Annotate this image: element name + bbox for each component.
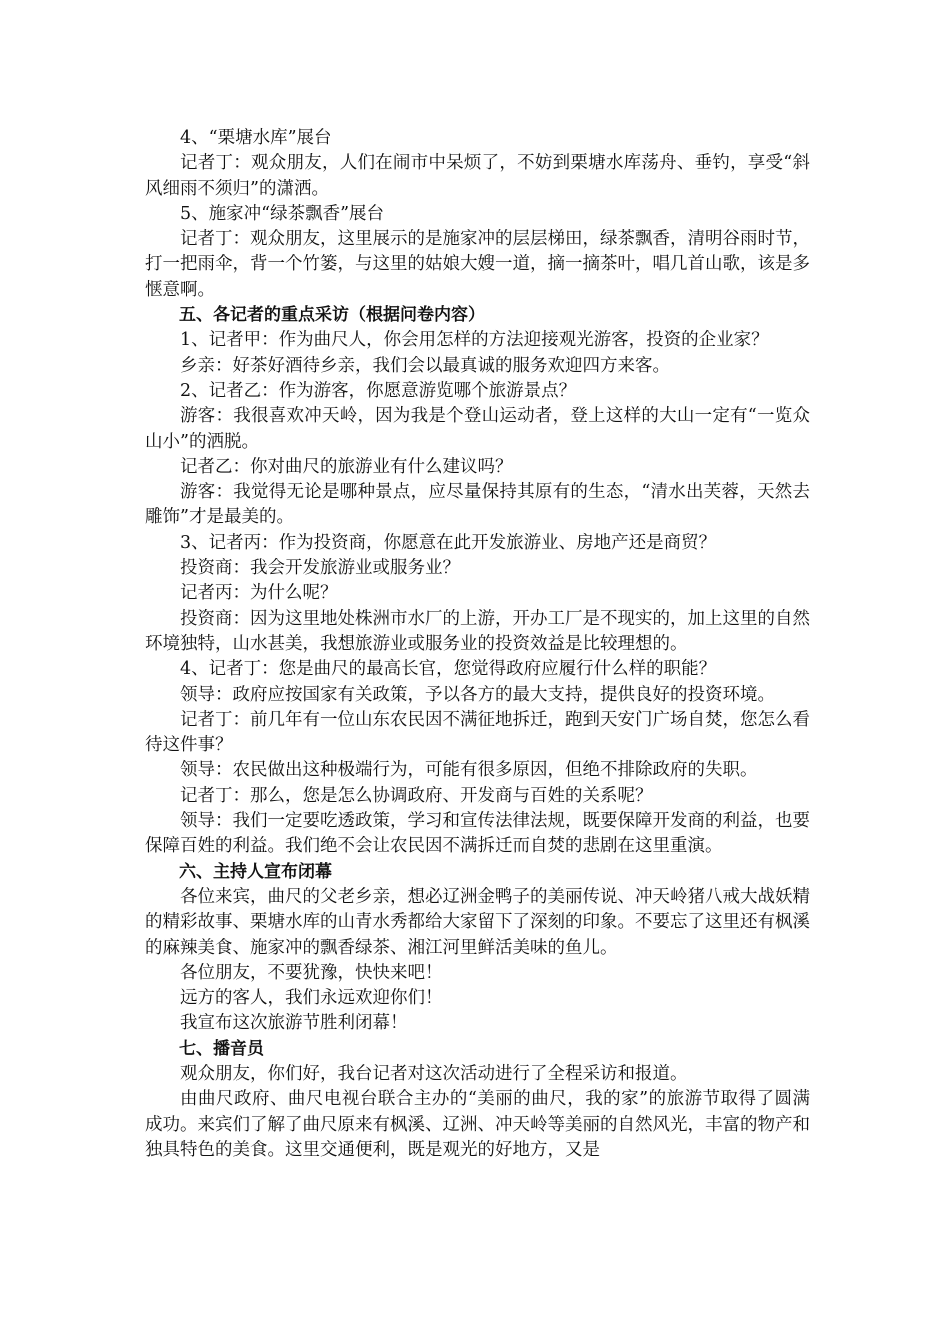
paragraph: 乡亲：好茶好酒待乡亲，我们会以最真诚的服务欢迎四方来客。 xyxy=(180,355,670,376)
paragraph: 观众朋友，你们好，我台记者对这次活动进行了全程采访和报道。 xyxy=(180,1063,688,1084)
section-heading: 五、各记者的重点采访（根据问卷内容） xyxy=(179,305,485,326)
paragraph: 记者丁：观众朋友，这里展示的是施家冲的层层梯田，绿茶飘香，清明谷雨时节，打一把雨伞，背一个竹篓，与这里的姑娘大嫂一道，摘一摘茶叶，唱几首山歌，该是多惬意啊。 xyxy=(145,229,810,300)
paragraph: 游客：我觉得无论是哪种景点，应尽量保持其原有的生态，“清水出芙蓉，天然去雕饰”才是最美的。 xyxy=(145,482,810,528)
paragraph: 记者丙：为什么呢？ xyxy=(180,583,338,604)
section-heading: 七、播音员 xyxy=(179,1038,264,1059)
paragraph: 记者丁：前几年有一位山东农民因不满征地拆迁，跑到天安门广场自焚，您怎么看待这件事？ xyxy=(145,709,810,756)
paragraph: 2、记者乙：作为游客，你愿意游览哪个旅游景点？ xyxy=(180,380,577,401)
paragraph: 记者乙：你对曲尺的旅游业有什么建议吗？ xyxy=(180,456,513,477)
paragraph: 领导：政府应按国家有关政策，予以各方的最大支持，提供良好的投资环境。 xyxy=(180,684,775,705)
paragraph: 投资商：因为这里地处株洲市水厂的上游，开办工厂是不现实的，加上这里的自然环境独特，山水甚美，我想旅游业或服务业的投资效益是比较理想的。 xyxy=(145,608,810,654)
paragraph: 领导：我们一定要吃透政策，学习和宣传法律法规，既要保障开发商的利益，也要保障百姓的利益。我们绝不会让农民因不满拆迁而自焚的悲剧在这里重演。 xyxy=(145,811,810,857)
paragraph: 记者丁：那么，您是怎么协调政府、开发商与百姓的关系呢？ xyxy=(180,785,653,806)
paragraph: 各位朋友，不要犹豫，快快来吧！ xyxy=(180,962,443,983)
paragraph: 游客：我很喜欢冲天岭，因为我是个登山运动者，登上这样的大山一定有“一览众山小”的洒脱。 xyxy=(145,406,810,452)
section-heading: 六、主持人宣布闭幕 xyxy=(179,861,332,882)
document-page xyxy=(145,126,810,1163)
paragraph: 4、“栗塘水库”展台 xyxy=(180,128,332,148)
paragraph: 4、记者丁：您是曲尺的最高长官，您觉得政府应履行什么样的职能？ xyxy=(180,659,717,680)
paragraph: 远方的客人，我们永远欢迎你们！ xyxy=(180,988,443,1009)
paragraph: 领导：农民做出这种极端行为，可能有很多原因，但绝不排除政府的失职。 xyxy=(180,760,758,781)
paragraph: 由曲尺政府、曲尺电视台联合主办的“美丽的曲尺，我的家”的旅游节取得了圆满成功。来宾们了解了曲尺原来有枫溪、辽洲、冲天岭等美丽的自然风光，丰富的物产和独具特色的美食。这里交通便利，既是观光的好地方，又是 xyxy=(145,1089,810,1160)
paragraph: 3、记者丙：作为投资商，你愿意在此开发旅游业、房地产还是商贸？ xyxy=(180,532,717,553)
paragraph: 投资商：我会开发旅游业或服务业？ xyxy=(180,558,460,579)
paragraph: 5、施家冲“绿茶飘香”展台 xyxy=(180,203,385,224)
paragraph: 记者丁：观众朋友，人们在闹市中呆烦了，不妨到栗塘水库荡舟、垂钓，享受“斜风细雨不须归”的潇洒。 xyxy=(145,153,810,199)
paragraph: 各位来宾，曲尺的父老乡亲，想必辽洲金鸭子的美丽传说、冲天岭猪八戒大战妖精的精彩故事、栗塘水库的山青水秀都给大家留下了深刻的印象。不要忘了这里还有枫溪的麻辣美食、施家冲的飘香绿茶、湘江河里鲜活美味的鱼儿。 xyxy=(145,886,810,958)
paragraph: 1、记者甲：作为曲尺人，你会用怎样的方法迎接观光游客，投资的企业家？ xyxy=(180,330,769,351)
paragraph: 我宣布这次旅游节胜利闭幕！ xyxy=(180,1013,408,1034)
